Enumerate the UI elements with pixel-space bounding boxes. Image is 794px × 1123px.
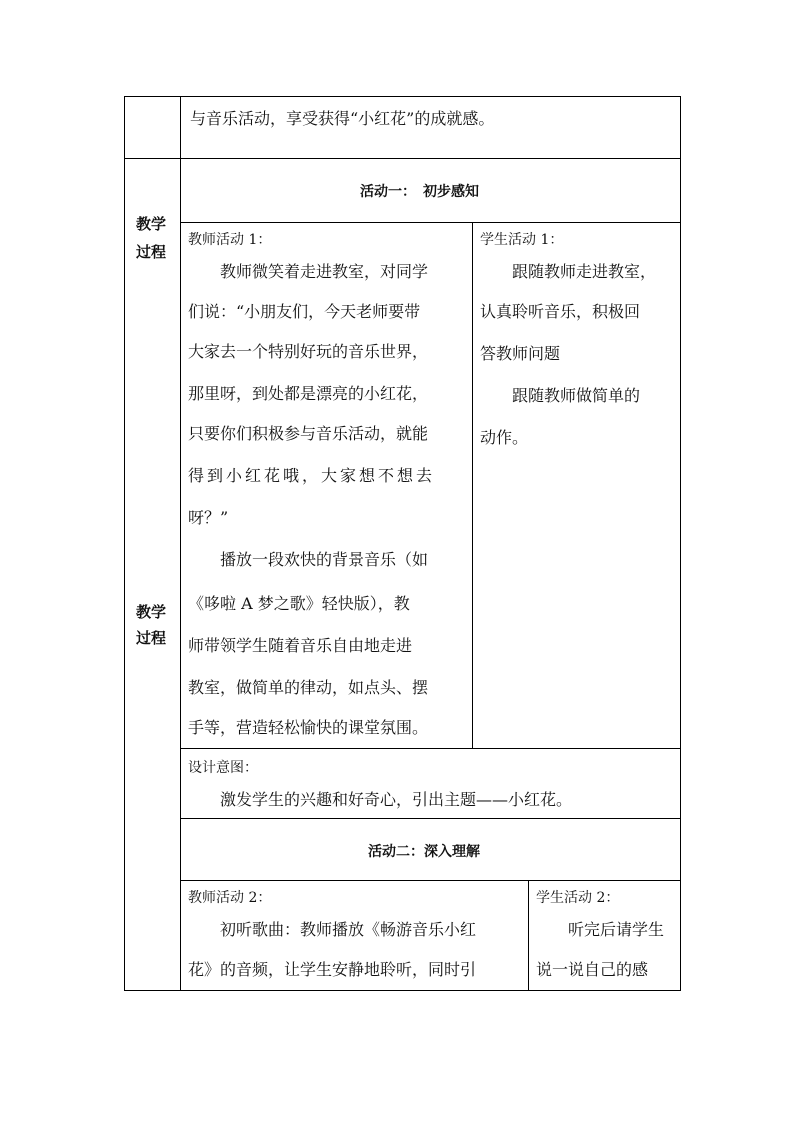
student1-line: 动作。 — [480, 428, 529, 447]
activity1-title-bottom — [180, 222, 681, 223]
design-row-bottom — [180, 818, 681, 819]
teacher-activity2-label: 教师活动 2： — [188, 890, 272, 906]
student1-line: 答教师问题 — [480, 344, 561, 363]
teacher2-line: 花》的音频，让学生安静地聆听，同时引 — [188, 960, 477, 979]
teacher-activity1-label: 教师活动 1： — [188, 232, 272, 248]
student1-line: 认真聆听音乐，积极回 — [480, 302, 641, 321]
activity1-title: 活动一： 初步感知 — [360, 184, 479, 200]
activity2-title: 活动二：深入理解 — [368, 844, 480, 860]
side-label-mid-line1: 教学 — [136, 603, 167, 621]
teacher1-line: 教师微笑着走进教室，对同学 — [188, 262, 429, 281]
activity2-column-divider — [528, 880, 529, 990]
student1-line: 跟随教师做简单的 — [480, 386, 641, 405]
table-left-border — [124, 96, 125, 991]
table-top-border — [124, 96, 681, 97]
student2-line: 听完后请学生 — [536, 920, 665, 939]
teacher1-line: 播放一段欢快的背景音乐（如 — [188, 550, 429, 569]
label-column-divider — [180, 96, 181, 991]
teacher1-line: 得到小红花哦，大家想不想去 — [188, 466, 436, 485]
design-intent-text: 激发学生的兴趣和好奇心，引出主题——小红花。 — [188, 790, 573, 809]
table-right-border — [680, 96, 681, 991]
student2-line: 说一说自己的感 — [536, 960, 649, 979]
student-activity1-label: 学生活动 1： — [480, 232, 564, 248]
student1-line: 跟随教师走进教室， — [480, 262, 657, 281]
design-intent-label: 设计意图： — [188, 760, 258, 776]
side-label-top-line1: 教学 — [136, 215, 167, 233]
teacher1-line: 教室，做简单的律动，如点头、摆 — [188, 678, 429, 697]
student-activity2-label: 学生活动 2： — [536, 890, 620, 906]
activity1-column-divider — [472, 222, 473, 748]
teacher2-line: 初听歌曲：教师播放《畅游音乐小红 — [188, 920, 477, 939]
teacher1-line: 大家去一个特别好玩的音乐世界， — [188, 342, 429, 361]
table-bottom-border — [124, 990, 681, 991]
side-label-mid-line2: 过程 — [136, 629, 167, 647]
intro-text: 与音乐活动，享受获得“小红花”的成就感。 — [190, 109, 495, 128]
teacher1-line: 只要你们积极参与音乐活动，就能 — [188, 424, 429, 443]
activity1-body-bottom — [180, 748, 681, 749]
teacher1-line: 手等，营造轻松愉快的课堂氛围。 — [188, 718, 429, 737]
activity2-title-bottom — [180, 880, 681, 881]
teacher1-line: 《哆啦 A 梦之歌》轻快版），教 — [188, 594, 410, 613]
side-label-top-line2: 过程 — [136, 243, 167, 261]
teacher1-line: 师带领学生随着音乐自由地走进 — [188, 636, 413, 655]
teacher1-line: 那里呀，到处都是漂亮的小红花， — [188, 384, 429, 403]
intro-row-bottom — [124, 158, 681, 159]
teacher1-line: 们说：“小朋友们，今天老师要带 — [188, 302, 421, 321]
teacher1-line: 呀？” — [188, 508, 229, 527]
